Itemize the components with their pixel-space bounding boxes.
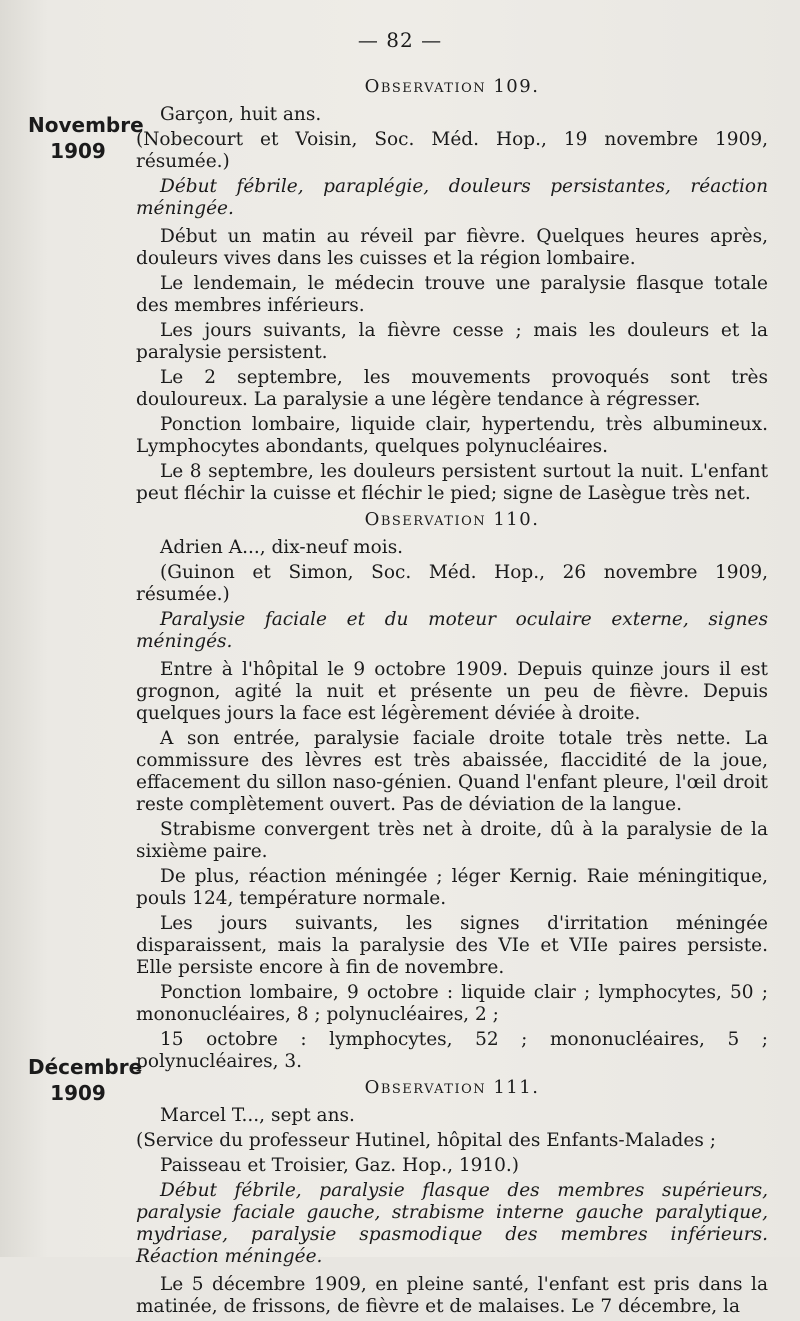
- paragraph: Le 5 décembre 1909, en pleine santé, l'enfant est pris dans la matinée, de frissons, de fièvre et de malaises. Le 7 décembre, la: [136, 1274, 768, 1317]
- observation-111-subject: Marcel T..., sept ans.: [160, 1105, 355, 1126]
- observation-109-summary: Début fébrile, paraplégie, douleurs persistantes, réaction méningée.: [136, 176, 768, 219]
- observation-111-summary: Début fébrile, paralysie flasque des membres supérieurs, paralysie faciale gauche, strabisme interne gauche paralytique, mydriase, paralysie spasmodique des membres inférieurs. Réaction méningée.: [136, 1180, 768, 1267]
- page-number: — 82 —: [357, 28, 443, 52]
- paragraph: Le 2 septembre, les mouvements provoqués sont très douloureux. La paralysie a une légère tendance à régresser.: [136, 367, 768, 410]
- margin-date-obs111: [28, 1054, 143, 1106]
- observation-111-source-line-2: Paisseau et Troisier, Gaz. Hop., 1910.): [160, 1155, 520, 1176]
- observation-109-subject: Garçon, huit ans.: [160, 104, 322, 125]
- margin-month: Décembre: [28, 1055, 143, 1079]
- paragraph: De plus, réaction méningée ; léger Kernig. Raie méningitique, pouls 124, température normale.: [136, 866, 768, 909]
- observation-110-title: Observation 110.: [364, 509, 540, 530]
- paragraph: Le 8 septembre, les douleurs persistent surtout la nuit. L'enfant peut fléchir la cuisse et fléchir le pied; signe de Lasègue très net.: [136, 461, 768, 504]
- paragraph: Les jours suivants, les signes d'irritation méningée disparaissent, mais la paralysie des VIe et VIIe paires persiste. Elle persiste encore à fin de novembre.: [136, 913, 768, 978]
- text-column: [136, 72, 768, 1321]
- observation-111-source-line-1: (Service du professeur Hutinel, hôpital des Enfants-Malades ;: [136, 1130, 716, 1151]
- paragraph: Début un matin au réveil par fièvre. Quelques heures après, douleurs vives dans les cuisses et la région lombaire.: [136, 226, 768, 269]
- paragraph: Les jours suivants, la fièvre cesse ; mais les douleurs et la paralysie persistent.: [136, 320, 768, 363]
- paragraph: Entre à l'hôpital le 9 octobre 1909. Depuis quinze jours il est grognon, agité la nuit et présente un peu de fièvre. Depuis quelques jours la face est légèrement déviée à droite.: [136, 659, 768, 724]
- paragraph: Le lendemain, le médecin trouve une paralysie flasque totale des membres inférieurs.: [136, 273, 768, 316]
- margin-month: Novembre: [28, 113, 144, 137]
- observation-110-subject: Adrien A..., dix-neuf mois.: [160, 537, 404, 558]
- paragraph: Strabisme convergent très net à droite, dû à la paralysie de la sixième paire.: [136, 819, 768, 862]
- paragraph: Ponction lombaire, 9 octobre : liquide clair ; lymphocytes, 50 ; mononucléaires, 8 ; polynucléaires, 2 ;: [136, 982, 768, 1025]
- paragraph: A son entrée, paralysie faciale droite totale très nette. La commissure des lèvres est très abaissée, flaccidité de la joue, effacement du sillon naso-génien. Quand l'enfant pleure, l'œil droit reste complètement ouvert. Pas de déviation de la langue.: [136, 728, 768, 815]
- margin-date-obs109: [28, 112, 144, 164]
- margin-year: 1909: [50, 1081, 106, 1105]
- observation-109-source: (Nobecourt et Voisin, Soc. Méd. Hop., 19 novembre 1909, résumée.): [136, 129, 768, 172]
- paragraph: Ponction lombaire, liquide clair, hypertendu, très albumineux. Lymphocytes abondants, quelques polynucléaires.: [136, 414, 768, 457]
- observation-111-title: Observation 111.: [364, 1077, 540, 1098]
- observation-110-summary: Paralysie faciale et du moteur oculaire externe, signes méningés.: [136, 609, 768, 652]
- observation-110-source: (Guinon et Simon, Soc. Méd. Hop., 26 novembre 1909, résumée.): [136, 562, 768, 605]
- paragraph: 15 octobre : lymphocytes, 52 ; mononucléaires, 5 ; polynucléaires, 3.: [136, 1029, 768, 1072]
- observation-109-title: Observation 109.: [364, 76, 540, 97]
- margin-year: 1909: [50, 139, 106, 163]
